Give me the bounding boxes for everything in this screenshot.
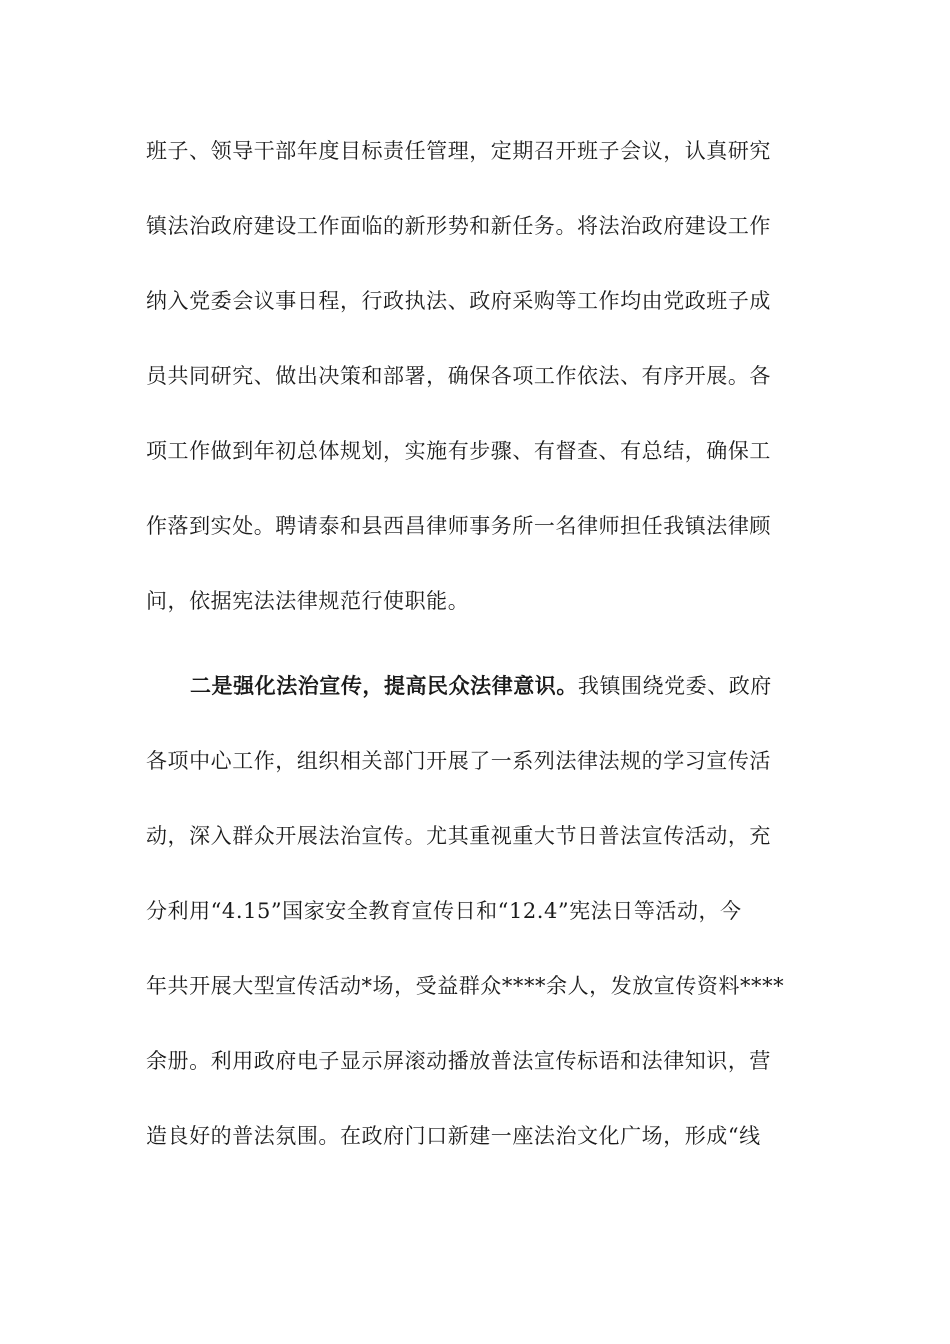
paragraph-1-line-4: 员共同研究、做出决策和部署，确保各项工作依法、有序开展。各 <box>146 364 771 388</box>
paragraph-2-line-6: 余册。利用政府电子显示屏滚动播放普法宣传标语和法律知识，营 <box>146 1049 771 1073</box>
paragraph-1-line-2: 镇法治政府建设工作面临的新形势和新任务。将法治政府建设工作 <box>146 214 771 238</box>
paragraph-1-line-1: 班子、领导干部年度目标责任管理，定期召开班子会议，认真研究 <box>146 139 771 163</box>
paragraph-1-line-6: 作落到实处。聘请泰和县西昌律师事务所一名律师担任我镇法律顾 <box>146 514 771 538</box>
paragraph-2-line-1-rest: 我镇围绕党委、政府 <box>577 674 772 698</box>
paragraph-1-line-5: 项工作做到年初总体规划，实施有步骤、有督查、有总结，确保工 <box>146 439 771 463</box>
paragraph-1-line-7: 问，依据宪法法律规范行使职能。 <box>146 589 470 613</box>
paragraph-2-line-4: 分利用“4.15”国家安全教育宣传日和“12.4”宪法日等活动，今 <box>146 899 742 923</box>
paragraph-2-line-2: 各项中心工作，组织相关部门开展了一系列法律法规的学习宣传活 <box>146 749 771 773</box>
paragraph-2-line-1 <box>190 666 806 706</box>
paragraph-2-line-3: 动，深入群众开展法治宣传。尤其重视重大节日普法宣传活动，充 <box>146 824 771 848</box>
paragraph-2-line-5: 年共开展大型宣传活动*场，受益群众****余人，发放宣传资料**** <box>146 974 785 998</box>
paragraph-1-line-3: 纳入党委会议事日程，行政执法、政府采购等工作均由党政班子成 <box>146 289 771 313</box>
paragraph-2-heading: 二是强化法治宣传，提高民众法律意识。 <box>190 673 578 698</box>
paragraph-2-line-7: 造良好的普法氛围。在政府门口新建一座法治文化广场，形成“线 <box>146 1124 761 1148</box>
